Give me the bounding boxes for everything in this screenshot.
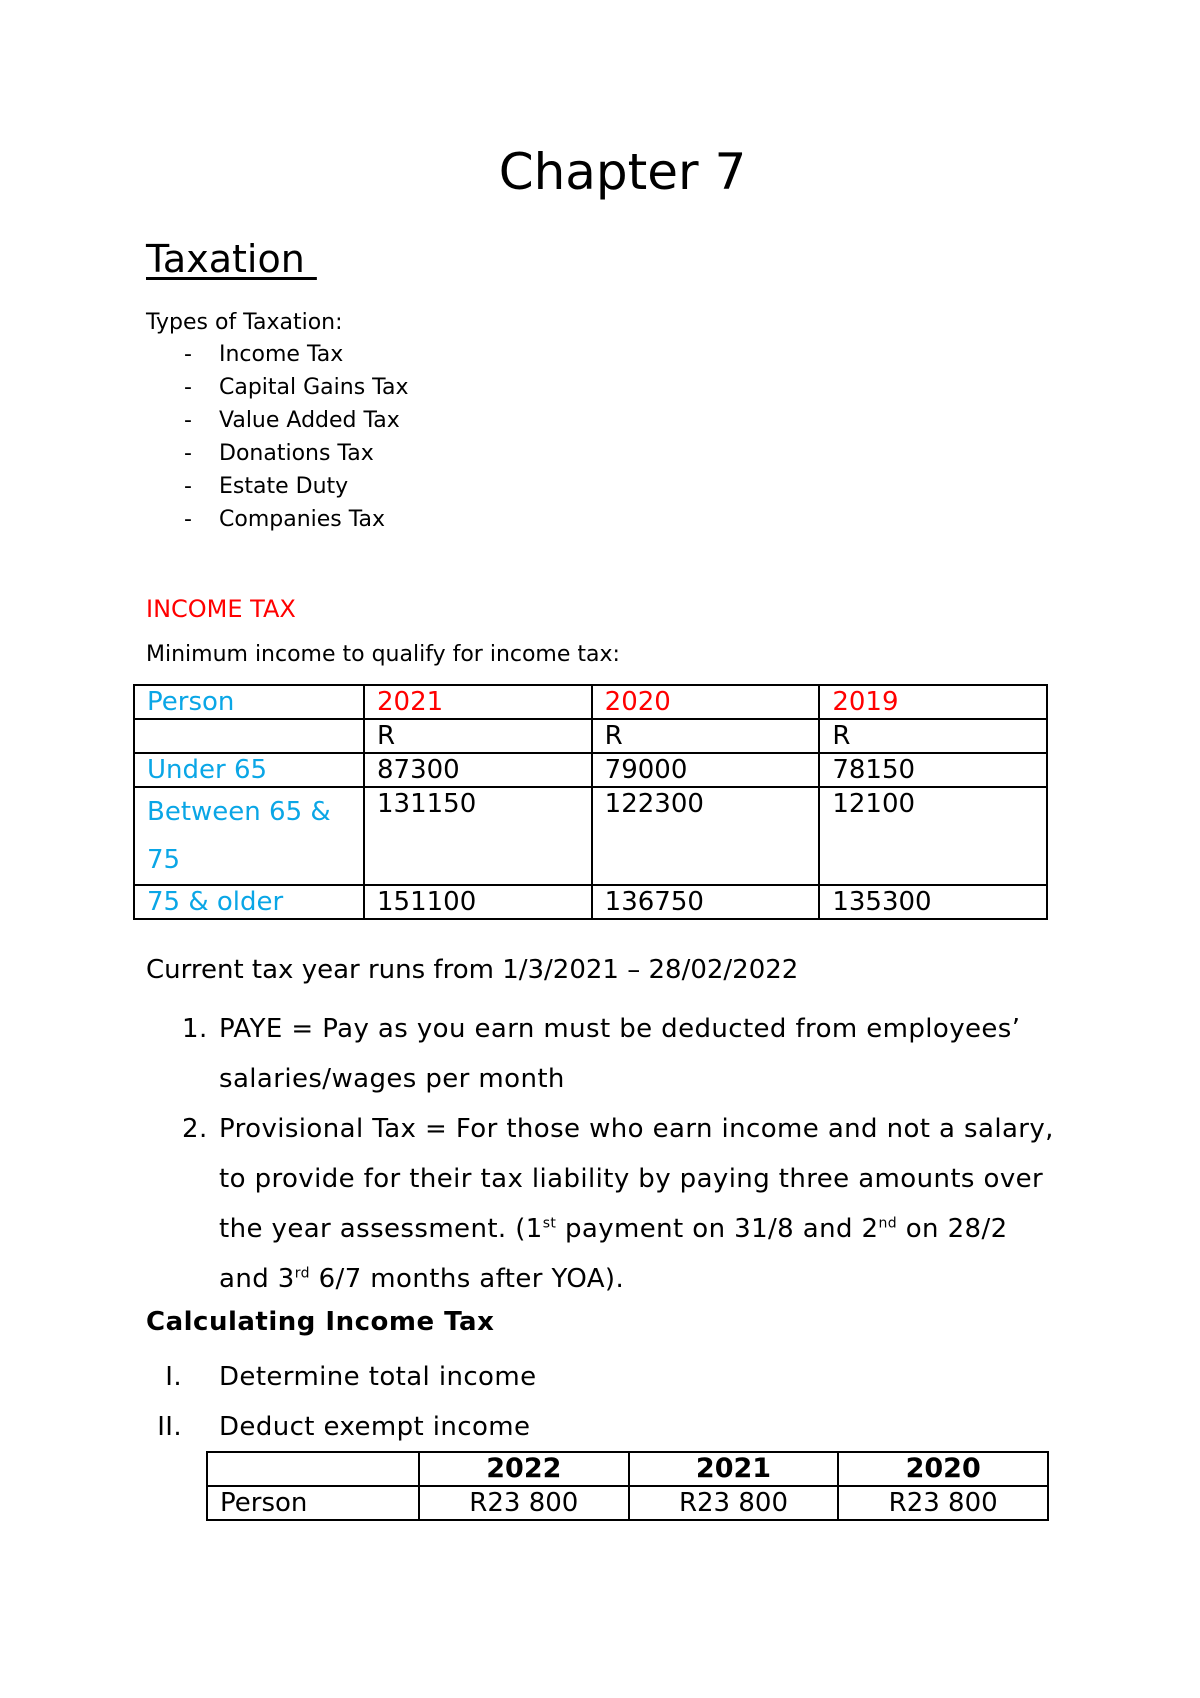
calc-heading: Calculating Income Tax [146,1307,495,1337]
table-cell: 122300 [592,787,820,885]
row-label: Person [207,1486,419,1520]
row-label: 75 & older [134,885,364,919]
list-marker: II. [157,1412,182,1442]
list-item: - Capital Gains Tax [184,375,409,400]
list-item-text: Deduct exempt income [219,1412,531,1442]
table-cell: R [819,719,1047,753]
list-item [146,1352,536,1402]
chapter-title: Chapter 7 [498,143,747,201]
table-cell: 12100 [819,787,1047,885]
exempt-income-table [206,1451,1049,1521]
list-item: - Value Added Tax [184,408,400,433]
table-header-cell: Person [134,685,364,719]
list-item-text: Determine total income [219,1362,537,1392]
list-item: - Income Tax [184,342,344,367]
row-label: Between 65 & 75 [134,787,364,885]
row-label: Under 65 [134,753,364,787]
table-row [207,1486,1048,1520]
list-item: - Companies Tax [184,507,386,532]
table-header-cell: 2020 [592,685,820,719]
income-tax-heading: INCOME TAX [146,595,296,623]
table-cell: 78150 [819,753,1047,787]
numbered-list [146,1004,1066,1304]
table-cell: R23 800 [629,1486,839,1520]
list-item [146,1104,1066,1304]
table-row [134,885,1047,919]
dash-bullet: - [184,408,192,433]
dash-bullet: - [184,507,192,532]
table-cell: R23 800 [419,1486,629,1520]
list-item-text: PAYE = Pay as you earn must be deducted from employees’ salaries/wages per month [219,1014,1021,1094]
table-cell: R23 800 [838,1486,1048,1520]
section-title: Taxation [146,237,317,281]
table-cell: 135300 [819,885,1047,919]
list-marker: 1. [182,1014,208,1044]
table-cell: 131150 [364,787,592,885]
tax-year-text: Current tax year runs from 1/3/2021 – 28/02/2022 [146,955,799,985]
table-row [134,753,1047,787]
table-header-cell: 2019 [819,685,1047,719]
dash-bullet: - [184,375,192,400]
table-row [134,787,1047,885]
table-cell [134,719,364,753]
table-header-cell: 2021 [629,1452,839,1486]
table-header-row [207,1452,1048,1486]
list-item: - Estate Duty [184,474,349,499]
table-row [134,719,1047,753]
list-item-text: Provisional Tax = For those who earn income and not a salary, to provide for their tax liability by paying three amounts over the year assessment. (1st payment on 31/8 and 2nd on 28/2 and 3rd 6/7 months after YOA). [219,1114,1054,1294]
table-cell: 136750 [592,885,820,919]
table-header-cell: 2021 [364,685,592,719]
list-item: - Donations Tax [184,441,374,466]
min-income-table [133,684,1048,920]
table-cell: 79000 [592,753,820,787]
list-item [146,1004,1066,1104]
table-header-row [134,685,1047,719]
list-marker: I. [165,1362,182,1392]
list-item [146,1402,536,1452]
min-income-label: Minimum income to qualify for income tax: [146,642,620,667]
table-cell: R [592,719,820,753]
table-cell: R [364,719,592,753]
table-header-cell: 2020 [838,1452,1048,1486]
table-cell: 87300 [364,753,592,787]
dash-bullet: - [184,474,192,499]
types-list [146,341,408,539]
dash-bullet: - [184,441,192,466]
dash-bullet: - [184,342,192,367]
steps-list [146,1352,536,1452]
table-header-cell [207,1452,419,1486]
table-header-cell: 2022 [419,1452,629,1486]
types-label: Types of Taxation: [146,310,343,335]
list-marker: 2. [182,1114,208,1144]
table-cell: 151100 [364,885,592,919]
